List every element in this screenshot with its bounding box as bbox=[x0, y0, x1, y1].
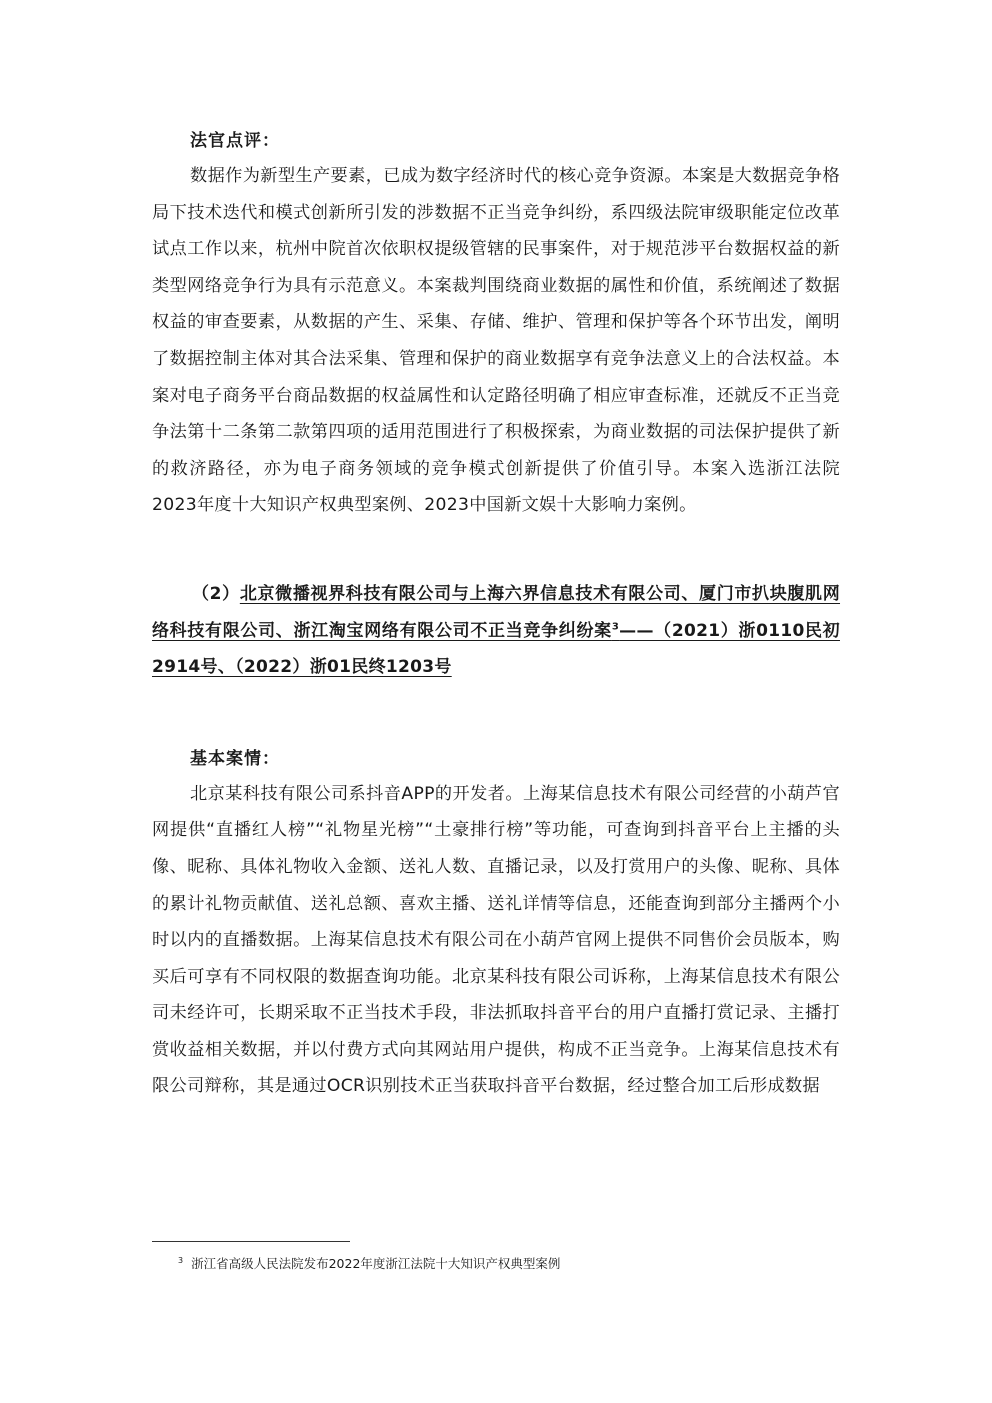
footnote-mark: 3 bbox=[178, 1256, 184, 1265]
case-title-text bbox=[152, 584, 840, 677]
footnote-reference: 3 bbox=[611, 620, 620, 632]
footnote bbox=[178, 1252, 838, 1273]
case-title-main: 北京微播视界科技有限公司与上海六界信息技术有限公司、厦门市扒块腹肌网络科技有限公司、浙江淘宝网络有限公司不正当竞争纠纷案 bbox=[152, 583, 841, 641]
case-title-numbers: ——（2021）浙0110民初2914号、（2022）浙01民终1203号 bbox=[152, 620, 840, 678]
judge-comment-paragraph: 数据作为新型生产要素，已成为数字经济时代的核心竞争资源。本案是大数据竞争格局下技术迭代和模式创新所引发的涉数据不正当竞争纠纷，系四级法院审级职能定位改革试点工作以来，杭州中院首次依职权提级管辖的民事案件，对于规范涉平台数据权益的新类型网络竞争行为具有示范意义。本案裁判围绕商业数据的属性和价值，系统阐述了数据权益的审查要素，从数据的产生、采集、存储、维护、管理和保护等各个环节出发，阐明了数据控制主体对其合法采集、管理和保护的商业数据享有竞争法意义上的合法权益。本案对电子商务平台商品数据的权益属性和认定路径明确了相应审查标准，还就反不正当竞争法第十二条第二款第四项的适用范围进行了积极探索，为商业数据的司法保护提供了新的救济路径，亦为电子商务领域的竞争模式创新提供了价值引导。本案入选浙江法院2023年度十大知识产权典型案例、2023中国新文娱十大影响力案例。 bbox=[152, 166, 840, 516]
case-number: （2） bbox=[192, 583, 240, 604]
basic-facts-paragraph: 北京某科技有限公司系抖音APP的开发者。上海某信息技术有限公司经营的小葫芦官网提供“直播红人榜”“礼物星光榜”“土豪排行榜”等功能，可查询到抖音平台上主播的头像、昵称、具体礼物收入金额、送礼人数、直播记录，以及打赏用户的头像、昵称、具体的累计礼物贡献值、送礼总额、喜欢主播、送礼详情等信息，还能查询到部分主播两个小时以内的直播数据。上海某信息技术有限公司在小葫芦官网上提供不同售价会员版本，购买后可享有不同权限的数据查询功能。北京某科技有限公司诉称，上海某信息技术有限公司未经许可，长期采取不正当技术手段，非法抓取抖音平台的用户直播打赏记录、主播打赏收益相关数据，并以付费方式向其网站用户提供，构成不正当竞争。上海某信息技术有限公司辩称，其是通过OCR识别技术正当获取抖音平台数据，经过整合加工后形成数据 bbox=[152, 783, 840, 1097]
judge-comment-heading: 法官点评： bbox=[190, 131, 280, 151]
footnote-divider bbox=[152, 1241, 350, 1242]
case-title bbox=[152, 576, 840, 686]
footnote-text: 浙江省高级人民法院发布2022年度浙江法院十大知识产权典型案例 bbox=[191, 1256, 561, 1272]
basic-facts-heading: 基本案情： bbox=[190, 748, 280, 769]
main-content bbox=[152, 124, 840, 1105]
